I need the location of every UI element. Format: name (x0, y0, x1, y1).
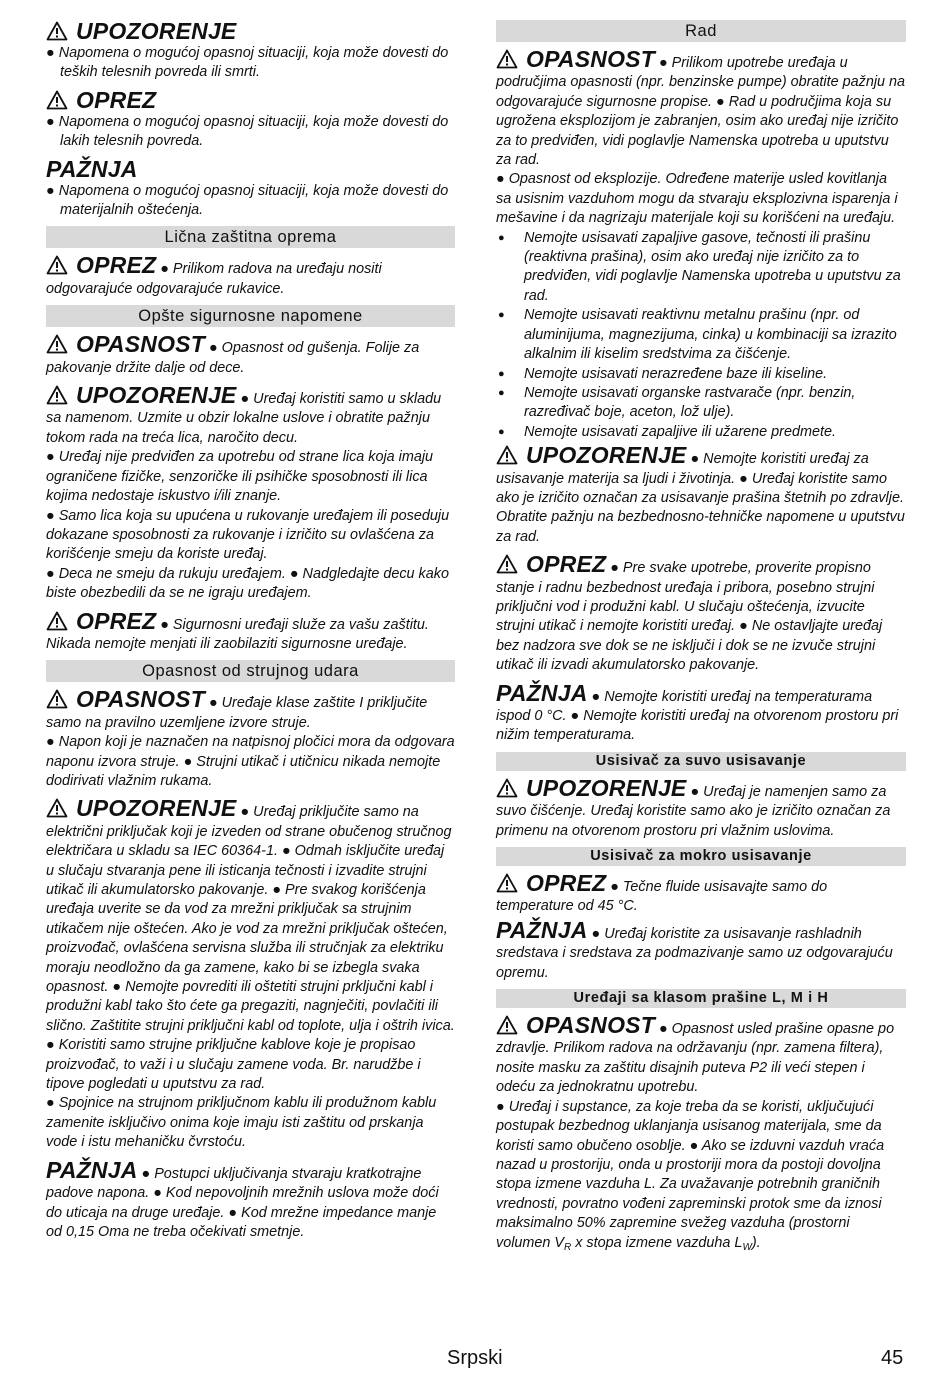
paragraph-text: ● Uređaj priključite samo na električni priključak koji je izveden od strane obučenog stručnog električara u skladu sa IEC 60364-1. ● Odmah isključite uređaj u slučaju stvaranja pene ili isticanja tečnosti i izvadite strujni utikač ili akumulatorsko pakovanje. ● Pre svakog korišćenja uređaja uverite se da vod za mrežni priključak sa strujnim utikačem nije oštećen. Ako je vod za mrežni priključak oštećen, proizvođač, ovlašćena servisna služba ili stručnjak za elektriku moraju neodložno da ga zamene, kako bi se izbegla svaka opasnost. ● Nemojte povrediti ili oštetiti strujni prključni kabl i produžni kabl tako što ćete ga pregaziti, nagnječiti, povlačiti ili slično. Zaštitite strujni priključni kabl od toplote, ulja i oštrih ivica. ● Koristiti samo strujne priključne kablove koje je propisao proizvođač, to važi i u slučaju zamene voda. Br. narudžbe i tipove pogledati u uputstvu za rad. (46, 804, 455, 1093)
paragraph-text: ● Nemojte koristiti uređaj za usisavanje materija sa ljudi i životinja. ● Uređaj koristite samo ako je izričito označan za usisavanje prašina štetnih po zdravlje. Obratite pažnju na bezbednosno-tehničke napomene u uputstvu za rad. (496, 451, 905, 545)
signal-word: OPREZ (76, 607, 157, 634)
section-heading-klase: Uređaji sa klasom prašine L, M i H (496, 989, 906, 1008)
signal-word: OPREZ (526, 870, 607, 897)
left-column (46, 18, 455, 1242)
paragraph (46, 1157, 455, 1243)
signal-word: OPREZ (526, 551, 607, 578)
signal-word: OPASNOST (76, 331, 205, 358)
paragraph-text: ● Postupci uključivanja stvaraju kratkotrajne padove napona. ● Kod nepovoljnih mrežnih uslova može doći do uticaja na druge uređaje. ● Kod mrežne impedance manje od 0,15 Oma ne treba očekivati smetnje. (46, 1165, 439, 1240)
warning-triangle-icon (46, 385, 68, 405)
signal-word: OPREZ (76, 86, 157, 113)
list-item: ● Nemojte usisavati zapaljive gasove, tečnosti ili prašinu (reaktivna prašina), osim ako uređaj nije izričito za to predviđen, vidi poglavlje Namenska upotreba u uputstvu za rad. (496, 229, 906, 307)
list-item: ● Nemojte usisavati reaktivnu metalnu prašinu (npr. od aluminijuma, magnezijuma, cinka) u kombinaciji sa izrazito alkalnim ili kiselim sredstvima za čišćenje. (496, 306, 906, 364)
legend-text: ● Napomena o mogućoj opasnoj situaciji, koja može dovesti do lakih telesnih povreda. (46, 113, 449, 150)
paragraph: ● Opasnost od eksplozije. Određene materije usled kovitlanja sa usisnim vazduhom mogu da stvaraju eksplozivna isparenja i mešavine i da nagrizaju materijale koji su korišćeni na uređaju. (496, 171, 898, 227)
warning-triangle-icon (496, 873, 518, 893)
list-item: ● Nemojte usisavati organske rastvarače (npr. benzin, razređivač boje, aceton, lož ulje). (496, 384, 906, 423)
signal-word: OPASNOST (526, 1012, 655, 1039)
warning-triangle-icon (46, 798, 68, 818)
paragraph: ● Napon koji je naznačen na natpisnoj pločici mora da odgovara naponu izvora struje. ● Strujni utikač i utičnicu nikada nemojte dodirivati vlažnim rukama. (46, 734, 455, 789)
warning-triangle-icon (46, 611, 68, 631)
paragraph (496, 551, 906, 675)
paragraph (496, 870, 906, 917)
right-column (496, 18, 906, 1257)
paragraph (496, 442, 906, 547)
section-heading-suvo: Usisivač za suvo usisavanje (496, 752, 906, 771)
footer-language: Srpski (447, 1347, 503, 1369)
legend-paznja (46, 156, 455, 221)
paragraph: ● Samo lica koja su upućena u rukovanje uređajem ili poseduju dokazane sposobnosti za rukovanje i izričito su ovlašćena za korišćenje smeju da koriste uređaj. (46, 507, 450, 563)
legend-oprez (46, 87, 455, 152)
legend-upozorenje (46, 18, 455, 83)
signal-word: UPOZORENJE (526, 774, 687, 801)
paragraph (46, 382, 455, 448)
paragraph (496, 1098, 906, 1257)
signal-word: OPREZ (76, 252, 157, 279)
signal-word: PAŽNJA (46, 1156, 138, 1183)
signal-word: UPOZORENJE (76, 382, 237, 409)
warning-triangle-icon (46, 255, 68, 275)
paragraph (496, 775, 906, 841)
signal-word: PAŽNJA (46, 155, 138, 182)
legend-text: ● Napomena o mogućoj opasnoj situaciji, koja može dovesti do teških telesnih povreda ili smrti. (46, 45, 449, 81)
paragraph-text: ● Tečne fluide usisavajte samo do temperature od 45 °C. (496, 879, 828, 915)
paragraph-text: ● Uređaj koristite za usisavanje rashladnih sredstava i sredstava za podmazivanje samo uz odgovarajuću opremu. (496, 925, 893, 981)
paragraph-text: ● Uređaj i supstance, za koje treba da se koristi, uključujući postupak bezbednog uklanjanja usisanog materijala, sme da koristi samo obučeno osoblje. ● Ako se izduvni vazduh vraća nazad u prostoriju, onda u prostoriji mora da postoji dovoljna stopa izmene vazduha L. Za uvažavanje potrebnih graničnih vrednosti, povratno vođeni zapreminski protok sme da iznosi maksimalno 50% zapremine svežeg vazduha (prostorni volumen V (496, 1098, 885, 1251)
paragraph (496, 1012, 906, 1098)
signal-word: UPOZORENJE (76, 18, 237, 44)
paragraph (496, 46, 906, 170)
paragraph-text: ● Nemojte koristiti uređaj na temperaturama ispod 0 °C. ● Nemojte koristiti uređaj na otvorenom prostoru pri nižim temperaturama. (496, 688, 899, 744)
warning-triangle-icon (46, 21, 68, 41)
paragraph-text: ● Uređaj koristiti samo u skladu sa namenom. Uzmite u obzir lokalne uslove i obratite pažnju tokom rada na treća lica, naročito decu. (46, 391, 442, 446)
legend-text: ● Napomena o mogućoj opasnoj situaciji, koja može dovesti do materijalnih oštećenja. (46, 182, 449, 219)
paragraph-text: ● Prilikom upotrebe uređaja u područjima opasnosti (npr. benzinske pumpe) obratite pažnju na odgovarajuće sigurnosne propise. ● Rad u područjima koja su ugrožena eksplozijom je zabranjen, osim ako uređaj nije izričito za to predviđen, vidi poglavlje Namenska upotreba u uputstvu za rad. (496, 55, 906, 169)
bullet-list (496, 229, 906, 442)
section-heading-mokro: Usisivač za mokro usisavanje (496, 847, 906, 866)
paragraph-text: ● Opasnost usled prašine opasne po zdravlje. Prilikom radova na održavanju (npr. zamena filtera), nosite masku za zaštitu disajnih puteva P2 ili veći stepen i odeću za jednokratnu upotrebu. (496, 1021, 895, 1096)
paragraph (46, 608, 455, 655)
warning-triangle-icon (46, 689, 68, 709)
signal-word: OPASNOST (526, 46, 655, 72)
warning-triangle-icon (46, 334, 68, 354)
warning-triangle-icon (496, 49, 518, 69)
paragraph-text: x stopa izmene vazduha L (571, 1234, 743, 1251)
section-heading-rad: Rad (496, 20, 906, 42)
paragraph: ● Uređaj nije predviđen za upotrebu od strane lica koja imaju ograničene fizičke, senzoričke ili psihičke sposobnosti ili lica kojima nedostaje iskustvo i/ili znanje. (46, 449, 434, 505)
subscript: W (742, 1241, 752, 1253)
signal-word: PAŽNJA (496, 916, 588, 943)
signal-word: PAŽNJA (496, 679, 588, 706)
section-heading-licna: Lična zaštitna oprema (46, 226, 455, 248)
paragraph (46, 795, 455, 1094)
paragraph-text: ● Sigurnosni uređaji služe za vašu zaštitu. Nikada nemojte menjati ili zaobilaziti sigurnosne uređaje. (46, 616, 429, 652)
subscript: R (564, 1241, 572, 1253)
paragraph-text: ● Pre svake upotrebe, proverite propisno stanje i radnu bezbednost uređaja i pribora, posebno strujni priključni vod i produžni kabl. U slučaju oštećenja, izvucite strujni utikač i nemojte koristiti uređaj. ● Ne ostavljajte uređaj bez nadzora sve dok se ne isključi i dok se ne izvuče strujni utikač ili izvadi akumulatorsko pakovanje. (496, 560, 883, 674)
signal-word: UPOZORENJE (76, 795, 237, 822)
signal-word: OPASNOST (76, 686, 205, 713)
paragraph: ● Deca ne smeju da rukuju uređajem. ● Nadgledajte decu kako biste obezbedili da se ne igraju uređajem. (46, 565, 449, 602)
paragraph-text: ● Prilikom radova na uređaju nositi odgovarajuće odgovarajuće rukavice. (46, 261, 382, 297)
page-number: 45 (881, 1347, 904, 1369)
section-heading-opste: Opšte sigurnosne napomene (46, 305, 455, 327)
warning-triangle-icon (496, 778, 518, 798)
warning-triangle-icon (496, 445, 518, 465)
paragraph (496, 680, 906, 746)
paragraph (46, 252, 455, 299)
signal-word: UPOZORENJE (526, 442, 687, 469)
paragraph-text: ● Uređaje klase zaštite I priključite samo na pravilno uzemljene izvore struje. (46, 695, 428, 731)
warning-triangle-icon (496, 1015, 518, 1035)
warning-triangle-icon (46, 90, 68, 110)
list-item: ● Nemojte usisavati zapaljive ili užarene predmete. (496, 423, 906, 442)
paragraph: ● Spojnice na strujnom priključnom kablu ili produžnom kablu zamenite isključivo onima koje imaju isti zaštitu od prskanja vode i istu mehaničku čvrstoću. (46, 1095, 437, 1151)
list-item: ● Nemojte usisavati nerazređene baze ili kiseline. (496, 365, 906, 384)
paragraph (496, 917, 906, 983)
paragraph (46, 686, 455, 733)
paragraph-text: ). (751, 1234, 761, 1251)
paragraph-text: ● Opasnost od gušenja. Folije za pakovanje držite dalje od dece. (46, 340, 420, 376)
warning-triangle-icon (496, 554, 518, 574)
section-heading-struja: Opasnost od strujnog udara (46, 660, 455, 682)
paragraph (46, 331, 455, 378)
paragraph-text: ● Uređaj je namenjen samo za suvo čišćenje. Uređaj koristite samo ako je izričito označan za primenu na otvorenom prostoru pri vlažnim uslovima. (496, 783, 891, 839)
